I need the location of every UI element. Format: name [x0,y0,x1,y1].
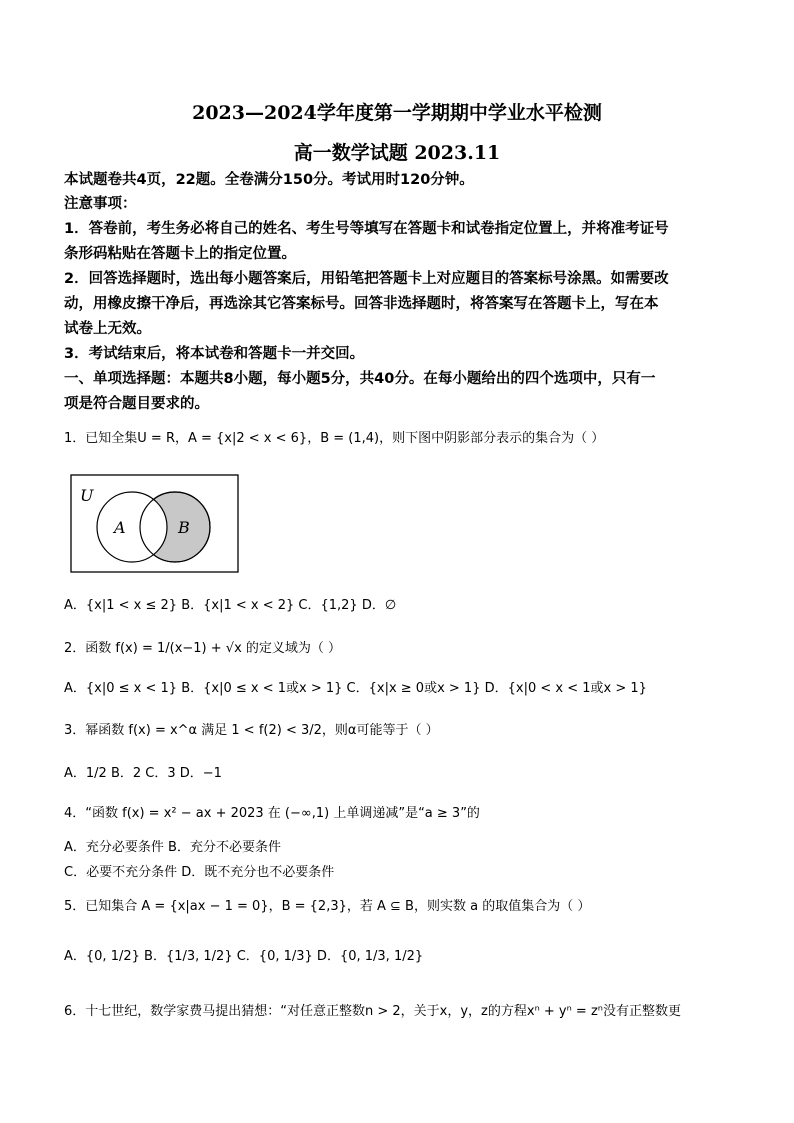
q2-stem: 2．函数 f(x) = 1/(x−1) + √x 的定义域为（ ） [64,641,342,656]
q5-stem: 5．已知集合 A = {x|ax − 1 = 0}，B = {2,3}，若 A ⊆ B，则实数 a 的取值集合为（ ） [64,899,591,914]
notice-heading: 注意事项： [64,196,137,212]
section1-line2: 项是符合题目要求的。 [64,396,209,412]
exam-subtitle: 高一数学试题 2023.11 [293,142,501,164]
venn-diagram [70,474,240,574]
q1-options: A．{x|1 < x ≤ 2} B．{x|1 < x < 2} C．{1,2} D．∅ [64,598,397,613]
section1-line1: 一、单项选择题：本题共8小题，每小题5分，共40分。在每小题给出的四个选项中，只有一 [64,371,656,387]
q3-stem: 3．幂函数 f(x) = x^α 满足 1 < f(2) < 3/2，则α可能等于（ ） [64,723,439,738]
notice-item-2b: 动，用橡皮擦干净后，再选涂其它答案标号。回答非选择题时，将答案写在答题卡上，写在本 [64,296,659,312]
q4-stem: 4．“函数 f(x) = x² − ax + 2023 在 (−∞,1) 上单调递减”是“a ≥ 3”的 [64,806,480,821]
notice-item-1b: 条形码粘贴在答题卡上的指定位置。 [64,246,296,262]
q6-stem: 6．十七世纪，数学家费马提出猜想：“对任意正整数n > 2，关于x，y，z的方程xⁿ + yⁿ = zⁿ没有正整数更 [64,1004,681,1019]
notice-item-3: 3．考试结束后，将本试卷和答题卡一并交回。 [64,346,365,362]
q4-options-1: A．充分必要条件 B．充分不必要条件 [64,840,281,855]
q1-stem: 1．已知全集U = R，A = {x|2 < x < 6}，B = (1,4)，则下图中阴影部分表示的集合为（ ） [64,431,605,446]
q3-options: A．1/2 B．2 C．3 D．−1 [64,766,222,781]
notice-item-2a: 2．回答选择题时，选出每小题答案后，用铅笔把答题卡上对应题目的答案标号涂黑。如需要改 [64,271,669,287]
notice-item-2c: 试卷上无效。 [64,321,151,337]
intro-text: 本试题卷共4页，22题。全卷满分150分。考试用时120分钟。 [64,172,474,188]
venn-set-a-circle [97,492,167,562]
venn-label-b: B [178,518,190,537]
venn-label-u: U [80,486,94,505]
venn-label-a: A [114,518,126,537]
notice-item-1a: 1．答卷前，考生务必将自己的姓名、考生号等填写在答题卡和试卷指定位置上，并将准考证号 [64,221,669,237]
q2-options: A．{x|0 ≤ x < 1} B．{x|0 ≤ x < 1或x > 1} C．{x|x ≥ 0或x > 1} D．{x|0 < x < 1或x > 1} [64,681,647,696]
q5-options: A．{0, 1/2} B．{1/3, 1/2} C．{0, 1/3} D．{0, 1/3, 1/2} [64,949,424,964]
exam-title: 2023—2024学年度第一学期期中学业水平检测 [192,102,602,124]
q4-options-2: C．必要不充分条件 D．既不充分也不必要条件 [64,865,335,880]
